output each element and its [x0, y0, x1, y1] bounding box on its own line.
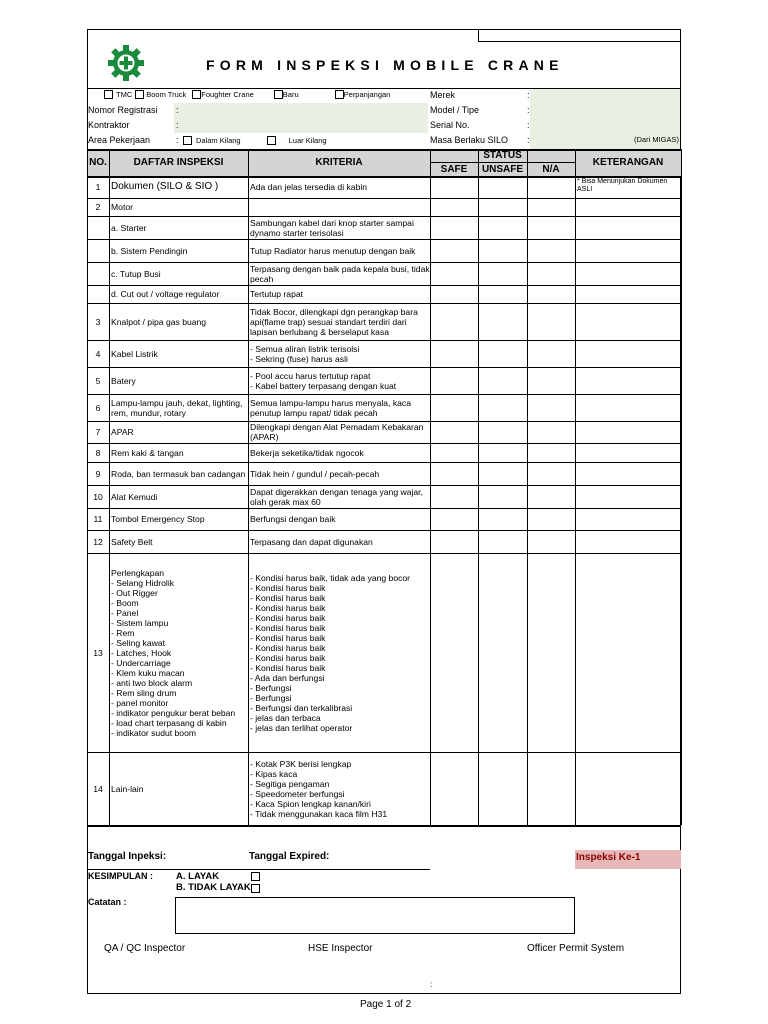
- unsafe-cell[interactable]: [478, 485, 527, 508]
- remark-cell[interactable]: [575, 198, 681, 216]
- na-cell[interactable]: [527, 508, 575, 530]
- na-cell[interactable]: [527, 239, 575, 262]
- unsafe-cell[interactable]: [478, 530, 527, 553]
- unsafe-cell[interactable]: [478, 340, 527, 367]
- grid-line: [681, 149, 682, 825]
- hdr-na: N/A: [527, 162, 575, 176]
- colon: :: [176, 135, 179, 145]
- criteria-text: Tertutup rapat: [250, 289, 304, 299]
- na-cell[interactable]: [527, 530, 575, 553]
- remark-cell[interactable]: [575, 752, 681, 825]
- na-cell[interactable]: [527, 752, 575, 825]
- row-number: 13: [93, 647, 103, 658]
- grid-line: [87, 485, 681, 486]
- catatan-label: Catatan :: [88, 897, 127, 907]
- remark-cell[interactable]: [575, 530, 681, 553]
- na-cell[interactable]: [527, 462, 575, 485]
- merek-label: Merek: [430, 90, 456, 100]
- nomor-registrasi-label: Nomor Registrasi: [88, 105, 158, 115]
- colon: :: [527, 90, 530, 100]
- catatan-box[interactable]: [175, 897, 575, 934]
- remark-cell[interactable]: [575, 508, 681, 530]
- unsafe-cell[interactable]: [478, 216, 527, 239]
- safe-cell[interactable]: [430, 216, 478, 239]
- kesimpulan-label: KESIMPULAN :: [88, 871, 153, 881]
- grid-line: [87, 303, 681, 304]
- safe-cell[interactable]: [430, 553, 478, 752]
- safe-cell[interactable]: [430, 176, 478, 198]
- grid-line: [527, 162, 528, 825]
- safe-cell[interactable]: [430, 443, 478, 462]
- grid-line: [87, 394, 681, 395]
- luar-kilang-checkbox[interactable]: [267, 136, 276, 145]
- serial-no-label: Serial No.: [430, 120, 470, 130]
- unsafe-cell[interactable]: [478, 462, 527, 485]
- safe-cell[interactable]: [430, 530, 478, 553]
- area-options: [183, 136, 327, 145]
- remark-cell[interactable]: [575, 216, 681, 239]
- grid-line: [87, 216, 681, 217]
- perpanjangan-label: Perpanjangan: [343, 89, 391, 99]
- safe-cell[interactable]: [430, 421, 478, 443]
- hdr-safe: SAFE: [430, 162, 478, 176]
- colon: :: [527, 135, 530, 145]
- grid-line: [248, 149, 249, 825]
- row-number: 2: [95, 202, 101, 212]
- grid-line: [109, 149, 110, 825]
- footer-colon: :: [430, 980, 433, 989]
- tmc-checkbox[interactable]: [104, 90, 113, 99]
- criteria-text: Berfungsi dengan baik: [250, 514, 336, 524]
- criteria-text: Tidak hein / gundul / pecah-pecah: [250, 468, 380, 479]
- grid-line: [87, 340, 681, 341]
- row-number: 11: [93, 514, 103, 524]
- unsafe-cell[interactable]: [478, 508, 527, 530]
- grid-line: [87, 176, 681, 178]
- unsafe-cell[interactable]: [478, 553, 527, 752]
- boom-truck-checkbox[interactable]: [135, 90, 144, 99]
- na-cell[interactable]: [527, 553, 575, 752]
- hdr-daftar-inspeksi: DAFTAR INSPEKSI: [109, 149, 248, 176]
- form-title: FORM INSPEKSI MOBILE CRANE: [206, 57, 564, 73]
- na-cell[interactable]: [527, 394, 575, 421]
- criteria-text: Dilengkapi dengan Alat Pemadam Kebakaran (APAR): [250, 422, 424, 442]
- foughter-crane-checkbox[interactable]: [192, 90, 201, 99]
- row-number: 12: [93, 536, 103, 547]
- unsafe-cell[interactable]: [478, 303, 527, 340]
- safe-cell[interactable]: [430, 303, 478, 340]
- remark-cell[interactable]: [575, 421, 681, 443]
- criteria-text: - Kondisi harus baik, tidak ada yang bocor - Kondisi harus baik - Kondisi harus baik - Kondisi harus baik - Kondisi harus baik - Kondisi harus baik - Kondisi harus baik - Kondisi harus baik - Kondisi harus baik - Kondisi harus baik - Ada dan berfungsi - Berfungsi - Berfungsi - Berfungsi dan terkalibrasi - jelas dan terbaca - jelas dan terlihat operator: [250, 572, 411, 733]
- hse-signature-label: HSE Inspector: [308, 943, 373, 954]
- info-fields-bg: [174, 103, 428, 133]
- inspeksi-ke-label: Inspeksi Ke-1: [576, 852, 641, 863]
- remark-cell[interactable]: [575, 239, 681, 262]
- inspection-item: a. Starter: [111, 222, 147, 233]
- colon: :: [527, 105, 530, 115]
- grid-line: [87, 462, 681, 463]
- row-number: 8: [95, 447, 101, 458]
- row-number: 3: [95, 316, 101, 327]
- dalam-kilang-checkbox[interactable]: [183, 136, 192, 145]
- qa-qc-signature-label: QA / QC Inspector: [104, 943, 186, 954]
- inspection-item: Tombol Emergency Stop: [111, 514, 205, 524]
- criteria-text: Ada dan jelas tersedia di kabin: [250, 182, 368, 192]
- inspection-item: Kabel Listrik: [111, 348, 158, 359]
- safe-cell[interactable]: [430, 285, 478, 303]
- criteria-text: Terpasang dan dapat digunakan: [250, 536, 373, 547]
- remark-cell[interactable]: [575, 394, 681, 421]
- safe-cell[interactable]: [430, 367, 478, 394]
- unsafe-cell[interactable]: [478, 285, 527, 303]
- remark-cell[interactable]: [575, 262, 681, 285]
- hdr-status: STATUS: [430, 149, 575, 162]
- grid-line: [87, 149, 681, 151]
- row-number: 10: [93, 491, 103, 502]
- na-cell[interactable]: [527, 285, 575, 303]
- criteria-text: Terpasang dengan baik pada kepala busi, tidak pecah: [250, 263, 430, 284]
- safe-cell[interactable]: [430, 485, 478, 508]
- inspection-item: c. Tutup Busi: [111, 268, 161, 279]
- grid-line: [87, 443, 681, 444]
- remark-cell[interactable]: [575, 367, 681, 394]
- safe-cell[interactable]: [430, 262, 478, 285]
- layak-label: A. LAYAK: [176, 871, 220, 882]
- hdr-keterangan: KETERANGAN: [575, 149, 681, 176]
- remark-cell[interactable]: [575, 443, 681, 462]
- officer-signature-label: Officer Permit System: [527, 943, 625, 954]
- inspection-item: Roda, ban termasuk ban cadangan: [111, 468, 246, 479]
- row-number: [87, 216, 109, 239]
- hdr-unsafe: UNSAFE: [478, 162, 527, 176]
- grid-line: [87, 149, 88, 825]
- unsafe-cell[interactable]: [478, 421, 527, 443]
- row-number: 7: [95, 427, 101, 437]
- inspection-item: b. Sistem Pendingin: [111, 245, 188, 256]
- row-number: 4: [95, 348, 101, 359]
- baru-label: Baru: [282, 89, 299, 99]
- inspection-item: APAR: [111, 427, 134, 437]
- page-number: Page 1 of 2: [360, 999, 412, 1010]
- criteria-text: - Semua aliran listrik terisolsi - Sekring (fuse) harus asli: [250, 343, 360, 364]
- luar-kilang-label: Luar Kilang: [288, 135, 327, 145]
- na-cell[interactable]: [527, 262, 575, 285]
- grid-line: [87, 508, 681, 509]
- safe-cell[interactable]: [430, 752, 478, 825]
- hdr-kriteria: KRITERIA: [248, 149, 430, 176]
- criteria-text: [248, 198, 430, 216]
- boom-truck-label: Boom Truck: [146, 89, 187, 99]
- masa-berlaku-label: Masa Berlaku SILO: [430, 135, 509, 145]
- layak-checkbox[interactable]: [251, 872, 260, 881]
- tanggal-expired-label: Tanggal Expired:: [249, 851, 330, 862]
- safe-cell[interactable]: [430, 340, 478, 367]
- na-cell[interactable]: [527, 340, 575, 367]
- criteria-text: - Pool accu harus tertutup rapat - Kabel battery terpasang dengan kuat: [250, 370, 397, 391]
- remark-cell[interactable]: [575, 485, 681, 508]
- baru-checkbox[interactable]: [274, 90, 283, 99]
- grid-line: [87, 367, 681, 368]
- row-number: [87, 262, 109, 285]
- row-number: 1: [95, 182, 101, 192]
- grid-line: [87, 239, 681, 240]
- unsafe-cell[interactable]: [478, 367, 527, 394]
- criteria-text: Bekerja seketika/tidak ngocok: [250, 447, 364, 458]
- na-cell[interactable]: [527, 421, 575, 443]
- unsafe-cell[interactable]: [478, 394, 527, 421]
- inspection-item: Knalpot / pipa gas buang: [111, 316, 207, 327]
- foughter-crane-label: Foughter Crane: [201, 89, 254, 99]
- unsafe-cell[interactable]: [478, 262, 527, 285]
- area-pekerjaan-label: Area Pekerjaan: [88, 135, 151, 145]
- dalam-kilang-label: Dalam Kilang: [196, 135, 241, 145]
- grid-line: [430, 162, 575, 163]
- grid-line: [87, 262, 681, 263]
- inspection-item: Perlengkapan - Selang Hidrolik - Out Rigger - Boom - Panel - Sistem lampu - Rem - Seling kawat - Latches, Hook - Undercarriage - Klem kuku macan - anti two block alarm - Rem sling drum - panel monitor - indikator pengukur berat beban - load chart terpasang di kabin - indikator sudut boom: [111, 567, 236, 738]
- remark-cell[interactable]: [575, 340, 681, 367]
- grid-line: [87, 421, 681, 422]
- inspection-item: Alat Kemudi: [111, 491, 158, 502]
- na-cell[interactable]: [527, 198, 575, 216]
- criteria-text: - Kotak P3K berisi lengkap - Kipas kaca - Segitiga pengaman - Speedometer berfungsi - Kaca Spion lengkap kanan/kiri - Tidak menggunakan kaca film H31: [250, 758, 388, 819]
- remark-cell[interactable]: [575, 553, 681, 752]
- grid-line: [87, 198, 681, 199]
- perpanjangan-checkbox[interactable]: [335, 90, 344, 99]
- inspection-item: Lain-lain: [111, 783, 144, 794]
- inspection-item: Motor: [111, 202, 133, 212]
- inspection-item: Dokumen (SILO & SIO ): [111, 181, 219, 192]
- row-number: 14: [93, 783, 103, 794]
- row-number: 6: [95, 402, 101, 413]
- inspection-item: Batery: [111, 375, 136, 386]
- criteria-text: Dapat digerakkan dengan tenaga yang wajar, olah gerak max 60: [250, 486, 423, 507]
- grid-line: [87, 530, 681, 531]
- inspection-item: d. Cut out / voltage regulator: [111, 289, 220, 299]
- na-cell[interactable]: [527, 176, 575, 198]
- grid-line: [87, 285, 681, 286]
- na-cell[interactable]: [527, 303, 575, 340]
- grid-line: [87, 825, 681, 827]
- inspection-item: Lampu-lampu jauh, dekat, lighting, rem, mundur, rotary: [111, 397, 243, 418]
- remark-cell[interactable]: [575, 285, 681, 303]
- colon: :: [527, 120, 530, 130]
- safe-cell[interactable]: [430, 239, 478, 262]
- criteria-text: Tutup Radiator harus menutup dengan baik: [250, 245, 416, 256]
- tidak-layak-checkbox[interactable]: [251, 884, 260, 893]
- colon: :: [176, 105, 179, 115]
- company-logo-icon: [107, 44, 145, 82]
- na-cell[interactable]: [527, 367, 575, 394]
- grid-line: [575, 149, 576, 825]
- row-number: 9: [95, 468, 101, 479]
- kontraktor-label: Kontraktor: [88, 120, 130, 130]
- unsafe-cell[interactable]: [478, 443, 527, 462]
- unsafe-cell[interactable]: [478, 752, 527, 825]
- criteria-text: Tidak Bocor, dilengkapi dgn perangkap bara api(flame trap) sesuai standart terdiri dari lapisan berlubang & berselaput kasa: [250, 306, 418, 337]
- safe-cell[interactable]: [430, 508, 478, 530]
- model-tipe-label: Model / Tipe: [430, 105, 480, 115]
- remark-cell[interactable]: [575, 462, 681, 485]
- grid-line: [430, 149, 431, 825]
- hdr-no: NO.: [87, 149, 109, 176]
- safe-cell[interactable]: [430, 198, 478, 216]
- remark-cell[interactable]: [575, 303, 681, 340]
- unsafe-cell[interactable]: [478, 198, 527, 216]
- inspection-item: Safety Belt: [111, 536, 153, 547]
- row-number: 5: [95, 375, 101, 386]
- colon: :: [176, 120, 179, 130]
- criteria-text: Semua lampu-lampu harus menyala, kaca penutup lampu rapat/ tidak pecah: [250, 397, 411, 418]
- tmc-label: TMC: [116, 89, 133, 99]
- inspection-item: Rem kaki & tangan: [111, 447, 184, 458]
- safe-cell[interactable]: [430, 394, 478, 421]
- remark-cell[interactable]: * Bisa Menunjukan Dokumen ASLI: [577, 178, 668, 193]
- na-cell[interactable]: [527, 443, 575, 462]
- row-number: [87, 285, 109, 303]
- row-number: [87, 239, 109, 262]
- tidak-layak-label: B. TIDAK LAYAK: [176, 882, 251, 893]
- criteria-text: Sambungan kabel dari knop starter sampai dynamo starter terisolasi: [250, 217, 414, 238]
- na-cell[interactable]: [527, 485, 575, 508]
- silo-note: (Dari MIGAS): [634, 135, 679, 144]
- grid-line: [87, 553, 681, 554]
- na-cell[interactable]: [527, 216, 575, 239]
- tanggal-inspeksi-label: Tanggal Inpeksi:: [88, 851, 167, 862]
- grid-line: [478, 162, 479, 825]
- unsafe-cell[interactable]: [478, 176, 527, 198]
- safe-cell[interactable]: [430, 462, 478, 485]
- unsafe-cell[interactable]: [478, 239, 527, 262]
- grid-line: [87, 752, 681, 753]
- type-options: [104, 90, 390, 99]
